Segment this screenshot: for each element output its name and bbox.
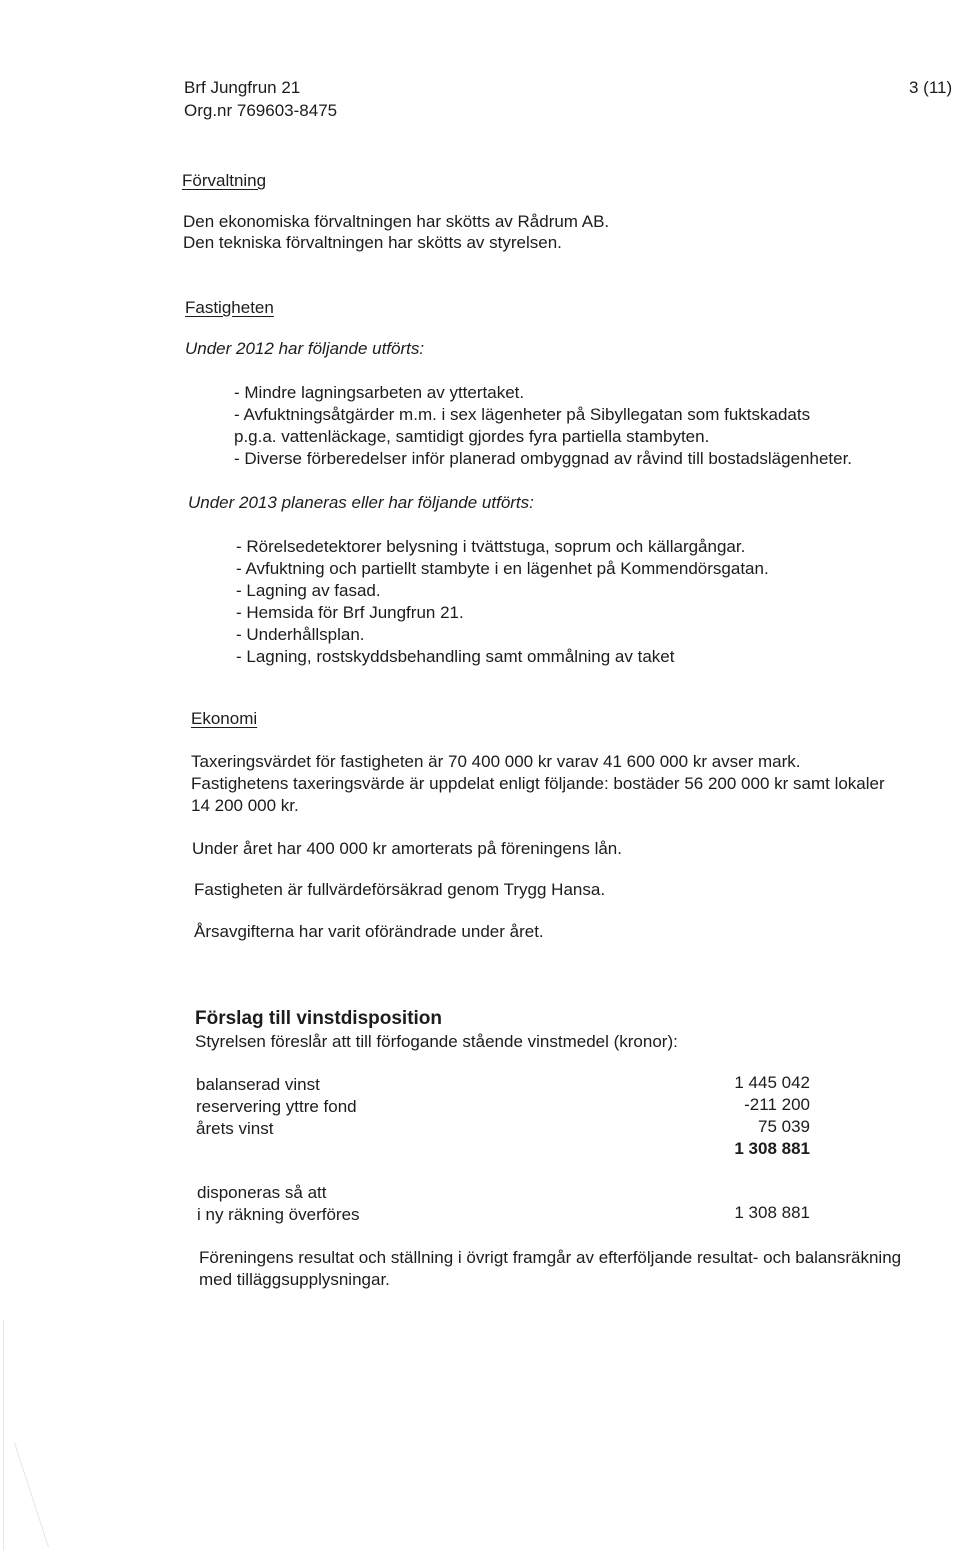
- ekonomi-line-1: Taxeringsvärdet för fastigheten är 70 400 000 kr varav 41 600 000 kr avser mark.: [191, 752, 801, 771]
- forvaltning-line-2: Den tekniska förvaltningen har skötts av styrelsen.: [183, 233, 562, 252]
- row-label-reservering: reservering yttre fond: [196, 1097, 357, 1116]
- row-value-total: 1 308 881: [734, 1139, 810, 1158]
- ekonomi-line-3: 14 200 000 kr.: [191, 796, 299, 815]
- ekonomi-amortering: Under året har 400 000 kr amorterats på föreningens lån.: [192, 839, 622, 858]
- row-label-arets-vinst: årets vinst: [196, 1119, 274, 1138]
- list-item-2012: p.g.a. vattenläckage, samtidigt gjordes fyra partiella stambyten.: [234, 427, 710, 446]
- section-heading-ekonomi: Ekonomi: [191, 709, 258, 728]
- list-item-2013: - Underhållsplan.: [236, 625, 365, 644]
- section-heading-forvaltning: Förvaltning: [182, 171, 267, 190]
- row-value-arets-vinst: 75 039: [758, 1117, 810, 1136]
- ekonomi-line-2: Fastighetens taxeringsvärde är uppdelat enligt följande: bostäder 56 200 000 kr samt lokaler: [191, 774, 885, 793]
- vinstdisposition-intro: Styrelsen föreslår att till förfogande stående vinstmedel (kronor):: [195, 1032, 678, 1051]
- ekonomi-arsavgifter: Årsavgifterna har varit oförändrade under året.: [194, 922, 544, 941]
- page-number: 3 (11): [909, 78, 953, 97]
- list-item-2012: - Diverse förberedelser inför planerad ombyggnad av råvind till bostadslägenheter.: [234, 449, 853, 468]
- section-heading-fastigheten: Fastigheten: [185, 298, 274, 317]
- org-name: Brf Jungfrun 21: [184, 78, 301, 97]
- ekonomi-forsakring: Fastigheten är fullvärdeförsäkrad genom Trygg Hansa.: [194, 880, 606, 899]
- scan-artifact: [14, 1443, 49, 1548]
- list-item-2013: - Rörelsedetektorer belysning i tvättstuga, soprum och källargångar.: [236, 537, 746, 556]
- row-value-balanserad-vinst: 1 445 042: [734, 1073, 810, 1092]
- row-value-reservering: -211 200: [744, 1095, 810, 1114]
- ny-rakning-label: i ny räkning överföres: [197, 1205, 360, 1224]
- list-item-2013: - Lagning av fasad.: [236, 581, 381, 600]
- forvaltning-line-1: Den ekonomiska förvaltningen har skötts av Rådrum AB.: [183, 212, 610, 231]
- list-item-2012: - Avfuktningsåtgärder m.m. i sex lägenheter på Sibyllegatan som fuktskadats: [234, 405, 811, 424]
- list-item-2013: - Avfuktning och partiellt stambyte i en lägenhet på Kommendörsgatan.: [236, 559, 769, 578]
- subheading-2012: Under 2012 har följande utförts:: [185, 339, 425, 358]
- scan-artifact: [3, 1320, 4, 1550]
- subheading-2013: Under 2013 planeras eller har följande utförts:: [188, 493, 534, 512]
- row-label-balanserad-vinst: balanserad vinst: [196, 1075, 320, 1094]
- list-item-2013: - Lagning, rostskyddsbehandling samt ommålning av taket: [236, 647, 675, 666]
- list-item-2012: - Mindre lagningsarbeten av yttertaket.: [234, 383, 525, 402]
- list-item-2013: - Hemsida för Brf Jungfrun 21.: [236, 603, 464, 622]
- section-heading-vinstdisposition: Förslag till vinstdisposition: [195, 1008, 443, 1029]
- closing-line-1: Föreningens resultat och ställning i övrigt framgår av efterföljande resultat- och balansräkning: [199, 1248, 902, 1267]
- ny-rakning-value: 1 308 881: [734, 1203, 810, 1222]
- closing-line-2: med tilläggsupplysningar.: [199, 1270, 390, 1289]
- org-number: Org.nr 769603-8475: [184, 101, 338, 120]
- disponeras-label: disponeras så att: [197, 1183, 327, 1202]
